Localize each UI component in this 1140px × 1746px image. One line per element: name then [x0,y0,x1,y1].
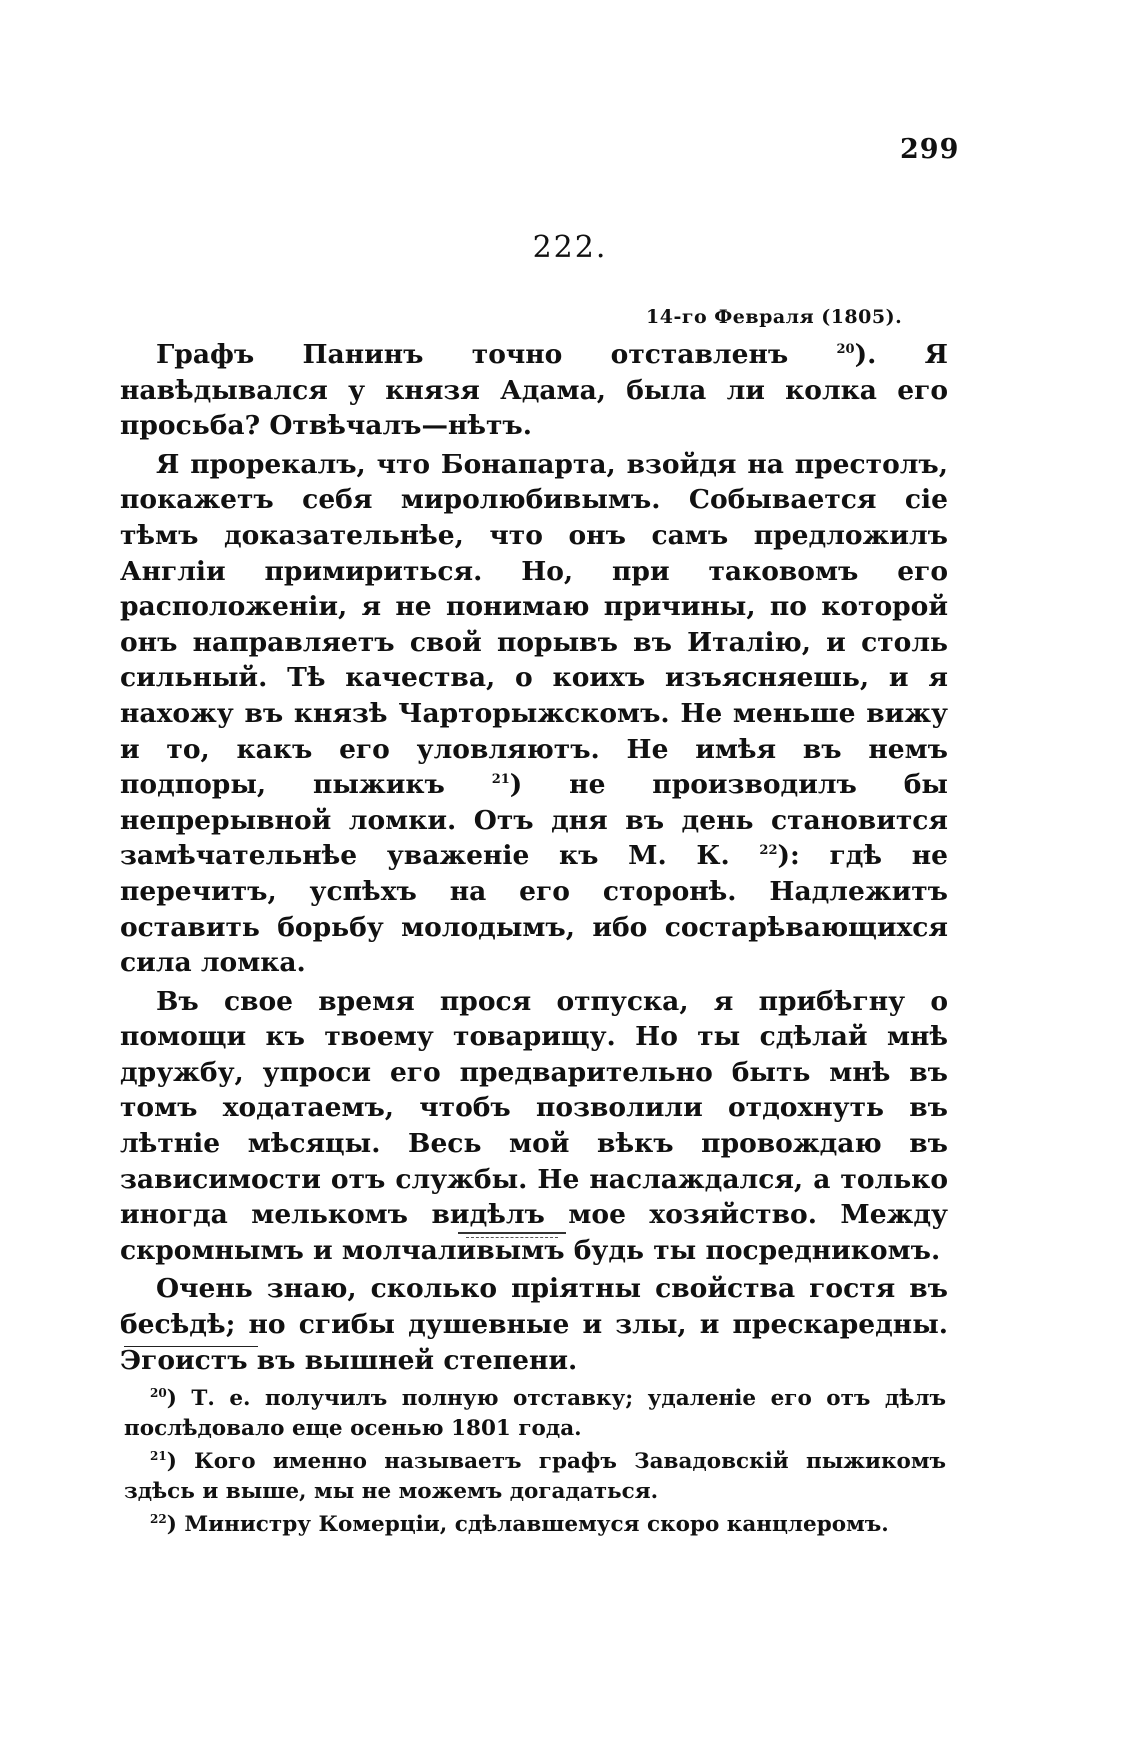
paragraph-2-text-b: ) не производилъ бы непрерывной ломки. Отъ дня въ день становится замѣчательнѣе уваженіе къ М. К. [120,769,948,872]
footnote-number: 22 [150,1511,167,1526]
paragraph-1 [120,337,948,444]
footnote-number: 21 [150,1448,167,1463]
footnote-ref-22: 22 [759,843,778,859]
letter-dateline: 14-го Февраля (1805). [646,306,903,328]
paragraph-2 [120,447,948,981]
footnote-22 [124,1510,946,1540]
footnote-21 [124,1447,946,1507]
footnote-text: ) Т. е. получилъ полную отставку; удаленіе его отъ дѣлъ послѣдовало еще осенью 1801 года. [124,1386,946,1441]
footnote-20 [124,1384,946,1444]
footnote-text: ) Кого именно называетъ графъ Завадовскій пыжикомъ здѣсь и выше, мы не можемъ догадаться. [124,1449,946,1504]
paragraph-2-text-a: Я прорекалъ, что Бонапарта, взойдя на престолъ, покажетъ себя миролюбивымъ. Собывается сіе тѣмъ доказательнѣе, что онъ самъ предложилъ Англіи примириться. Но, при таковомъ его расположеніи, я не понимаю причины, по которой онъ направляетъ свой порывъ въ Италію, и столь сильный. Тѣ качества, о коихъ изъясняешь, и я нахожу въ князѣ Чарторыжскомъ. Не меньше вижу и то, какъ его уловляютъ. Не имѣя въ немъ подпоры, пыжикъ [120,448,948,801]
paragraph-2-text-c: ): гдѣ не перечитъ, успѣхъ на его сторонѣ. Надлежитъ оставить борьбу молодымъ, ибо состарѣвающихся сила ломка. [120,840,948,979]
letter-number: 222. [532,230,608,265]
footnote-rule [124,1346,258,1347]
paragraph-1-text-b: ). Я навѣдывался у князя Адама, была ли колка его просьба? Отвѣчалъ—нѣтъ. [120,339,948,442]
paragraph-4: Очень знаю, сколько пріятны свойства гостя въ бесѣдѣ; но сгибы душевные и злы, и прескаредны. Эгоистъ въ вышней степени. [120,1273,948,1376]
footnotes [124,1384,946,1543]
page-number: 299 [900,134,960,165]
footnote-text: ) Министру Комерціи, сдѣлавшемуся скоро канцлеромъ. [166,1512,889,1537]
section-separator [458,1232,566,1234]
footnote-number: 20 [150,1385,167,1400]
letter-body [120,337,948,1381]
footnote-ref-21: 21 [491,772,510,788]
footnote-ref-20: 20 [836,342,855,358]
paragraph-3: Въ свое время прося отпуска, я прибѣгну о помощи къ твоему товарищу. Но ты сдѣлай мнѣ дружбу, упроси его предварительно быть мнѣ въ томъ ходатаемъ, чтобъ позволили отдохнуть въ лѣтніе мѣсяцы. Весь мой вѣкъ провождаю въ зависимости отъ службы. Не наслаждался, а только иногда мелькомъ видѣлъ мое хозяйство. Между скромнымъ и молчаливымъ будь ты посредникомъ. [120,985,948,1266]
paragraph-1-text-a: Графъ Панинъ точно отставленъ [156,339,837,370]
